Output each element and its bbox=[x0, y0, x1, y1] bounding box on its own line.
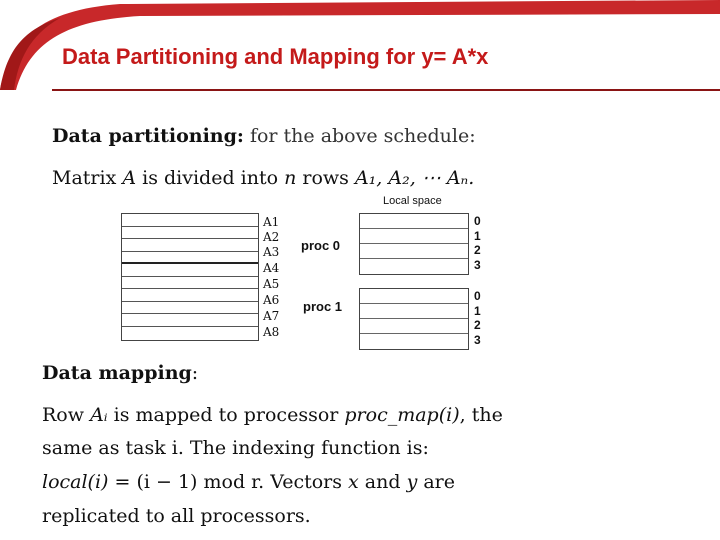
matrix-row bbox=[122, 314, 258, 327]
mapping-l3-func: local(i) bbox=[42, 471, 109, 493]
row-label: A6 bbox=[263, 293, 280, 307]
local-index: 2 bbox=[474, 243, 481, 257]
matrix-row bbox=[122, 239, 258, 252]
row-label: A1 bbox=[263, 215, 280, 229]
mapping-l1-end: , the bbox=[459, 404, 503, 426]
local-row bbox=[360, 319, 468, 334]
matrix-line-mid: is divided into bbox=[136, 167, 285, 189]
row-label: A4 bbox=[263, 261, 280, 275]
matrix-row bbox=[122, 214, 258, 227]
local-index: 2 bbox=[474, 318, 481, 332]
local-space-box-1 bbox=[359, 288, 469, 350]
local-row bbox=[360, 334, 468, 349]
matrix-row bbox=[122, 227, 258, 240]
proc-1-label: proc 1 bbox=[303, 299, 343, 314]
n-var: n bbox=[284, 167, 297, 189]
mapping-l1-mid: is mapped to processor bbox=[107, 404, 345, 426]
local-space-box-0 bbox=[359, 213, 469, 275]
mapping-l1-func: proc_map(i) bbox=[344, 404, 460, 426]
matrix-row bbox=[122, 289, 258, 302]
mapping-l1-prefix: Row bbox=[42, 404, 91, 426]
mapping-heading: Data mapping bbox=[42, 362, 192, 384]
local-index: 1 bbox=[474, 228, 481, 243]
local-indices-1 bbox=[474, 289, 481, 347]
local-row bbox=[360, 214, 468, 229]
local-index: 1 bbox=[474, 303, 481, 318]
row-label: A8 bbox=[263, 325, 280, 339]
row-label: A2 bbox=[263, 230, 280, 244]
local-space-label: Local space bbox=[383, 195, 442, 207]
proc-0-label: proc 0 bbox=[301, 238, 341, 253]
local-index: 3 bbox=[474, 332, 481, 347]
matrix-description bbox=[52, 167, 474, 189]
local-row bbox=[360, 259, 468, 274]
mapping-l3-rest: = (i − 1) mod r. Vectors bbox=[108, 471, 349, 493]
local-row bbox=[360, 244, 468, 259]
title-divider bbox=[52, 89, 720, 91]
mapping-line-2: same as task i. The indexing function is: bbox=[42, 437, 429, 459]
mapping-heading-colon: : bbox=[191, 362, 199, 384]
mapping-l3-y: y bbox=[406, 471, 418, 493]
local-index: 3 bbox=[474, 257, 481, 272]
mapping-l3-x: x bbox=[348, 471, 359, 493]
matrix-row bbox=[122, 302, 258, 315]
matrix-figure bbox=[121, 213, 259, 341]
local-row bbox=[360, 289, 468, 304]
partitioning-heading-rest: for the above schedule: bbox=[243, 125, 476, 147]
matrix-row bbox=[122, 277, 258, 290]
mapping-line-1 bbox=[42, 404, 503, 426]
matrix-line-prefix: Matrix bbox=[52, 167, 123, 189]
local-indices-0 bbox=[474, 214, 481, 272]
local-row bbox=[360, 304, 468, 319]
matrix-row bbox=[122, 264, 258, 277]
mapping-l1-var: Aᵢ bbox=[90, 404, 108, 426]
mapping-heading-line bbox=[42, 362, 198, 384]
mapping-l3-end: are bbox=[417, 471, 456, 493]
local-index: 0 bbox=[474, 289, 481, 303]
matrix-row bbox=[122, 252, 258, 265]
row-label: A3 bbox=[263, 245, 280, 259]
row-label: A5 bbox=[263, 277, 280, 291]
matrix-line-mid2: rows bbox=[296, 167, 355, 189]
mapping-l3-and: and bbox=[358, 471, 407, 493]
rows-math: A₁, A₂, ⋯ Aₙ. bbox=[354, 167, 475, 189]
row-label: A7 bbox=[263, 309, 280, 323]
local-index: 0 bbox=[474, 214, 481, 228]
partitioning-line bbox=[52, 125, 476, 147]
local-row bbox=[360, 229, 468, 244]
matrix-var: A bbox=[122, 167, 137, 189]
partitioning-heading: Data partitioning: bbox=[52, 125, 244, 147]
slide-title: Data Partitioning and Mapping for y= A*x bbox=[62, 44, 489, 69]
mapping-line-4: replicated to all processors. bbox=[42, 505, 311, 527]
mapping-line-3 bbox=[42, 471, 455, 493]
